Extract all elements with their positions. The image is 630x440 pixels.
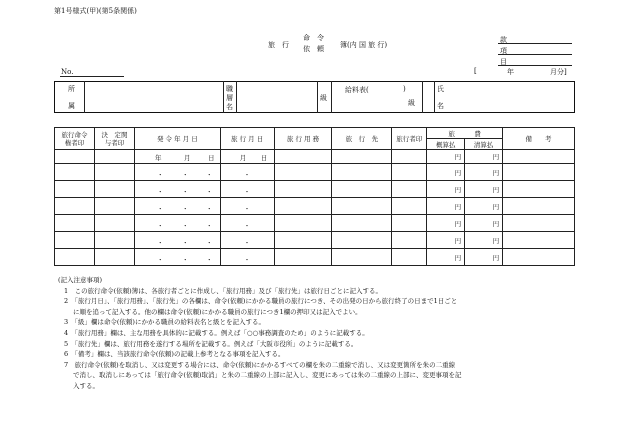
kan-label: 款 xyxy=(500,36,507,44)
title-request: 依 頼 xyxy=(303,45,324,53)
table-row: ・ ・ ・ ・ 円 円 xyxy=(55,215,575,232)
moku-label: 目 xyxy=(500,58,507,66)
header-ryokobi: 旅 行 月 日 xyxy=(220,128,274,150)
kou-label: 項 xyxy=(500,47,507,55)
title-left: 旅 行 xyxy=(268,41,289,49)
kou-line xyxy=(498,54,572,55)
ym-month: 月分] xyxy=(550,68,567,76)
table-row: ・ ・ ・ ・ 円 円 xyxy=(55,232,575,249)
title-order: 命 令 xyxy=(303,34,324,42)
header-yomu: 旅 行 用 務 xyxy=(274,128,332,150)
kyuyo-label: 給料表( xyxy=(345,86,369,94)
note-2: 2 「旅行月日」、「旅行用務」、「旅行先」の各欄は、命令(依頼)にかかる職員の旅行につき、その出発の日から旅行終了の日まで1日ごと xyxy=(64,297,458,306)
title-right: 簿(内 国 旅 行) xyxy=(340,41,388,49)
table-row: 年 月 日 月 日 円 円 xyxy=(55,150,575,164)
kyu2-label: 級 xyxy=(408,99,415,107)
form-id: 第1号様式(甲)(第5条関係) xyxy=(54,7,137,15)
no-line xyxy=(60,76,124,77)
note-1: 1 この旅行命令(依頼)簿は、各旅行者ごとに作成し、「旅行用務」及び「旅行先」は旅行日ごとに記入する。 xyxy=(64,286,382,295)
header-kensha: 旅行命令権者印 xyxy=(55,128,95,150)
header-gaisan: 概算払 xyxy=(427,139,465,150)
ym-open: [ xyxy=(474,67,477,75)
note-4: 4 「旅行用務」欄は、主な用務を具体的に記載する。例えば「○○事務調査のため」のように記載する。 xyxy=(64,328,369,337)
shokumei-label: 職 xyxy=(226,85,233,93)
table-row: ・ ・ ・ ・ 円 円 xyxy=(55,164,575,181)
table-row: ・ ・ ・ ・ 円 円 xyxy=(55,181,575,198)
note-3: 3 「級」欄は命令(依頼)にかかる職員の給料表名と級とを記入する。 xyxy=(64,318,265,327)
note-6: 6 「備考」欄は、当該旅行命令(依頼)の記載上参考となる事項を記入する。 xyxy=(64,350,285,359)
notes-heading: (記入注意事項) xyxy=(58,276,103,284)
shozoku-label: 所 xyxy=(68,85,75,93)
note-7-cont: で消し、取消しにあっては「旅行命令(依頼)取消」と朱の二重線の上部に記入し、変更にあっては朱の二重線の上部に、変更事項を記 xyxy=(73,371,462,380)
header-hi: 旅 費 xyxy=(427,128,503,139)
note-5: 5 「旅行先」欄は、旅行用務を遂行する場所を記載する。例えば「大阪市役所」のように記載する。 xyxy=(64,339,358,348)
notes-section xyxy=(58,275,578,392)
no-label: No. xyxy=(61,68,74,76)
kyu-label: 級 xyxy=(320,94,327,102)
note-2-cont: に順を追って記入する。他の欄は命令(依頼)にかかる職員の旅行につき1欄の押印又は記入でよい。 xyxy=(73,307,362,316)
header-biko: 備 考 xyxy=(503,128,575,150)
info-box xyxy=(54,81,575,113)
header-seisan: 清算払 xyxy=(465,139,503,150)
travel-table xyxy=(54,127,575,266)
table-row: ・ ・ ・ ・ 円 円 xyxy=(55,249,575,266)
header-saki: 旅 行 先 xyxy=(332,128,392,150)
table-row: ・ ・ ・ ・ 円 円 xyxy=(55,198,575,215)
header-kessai: 決 定関与者印 xyxy=(94,128,134,150)
shimei-label: 氏 xyxy=(437,85,444,93)
note-7: 7 旅行命令(依頼)を取消し、又は変更する場合には、命令(依頼)にかかるすべての欄を朱の二重線で消し、又は変更箇所を朱の二重線 xyxy=(64,360,456,369)
ym-year: 年 xyxy=(507,68,514,76)
moku-line xyxy=(498,65,572,66)
kan-line xyxy=(498,43,572,44)
header-ryokosha: 旅行者印 xyxy=(392,128,427,150)
header-hatsurei: 発 令 年 月 日 xyxy=(134,128,220,150)
note-7-cont2: 入する。 xyxy=(73,381,99,390)
